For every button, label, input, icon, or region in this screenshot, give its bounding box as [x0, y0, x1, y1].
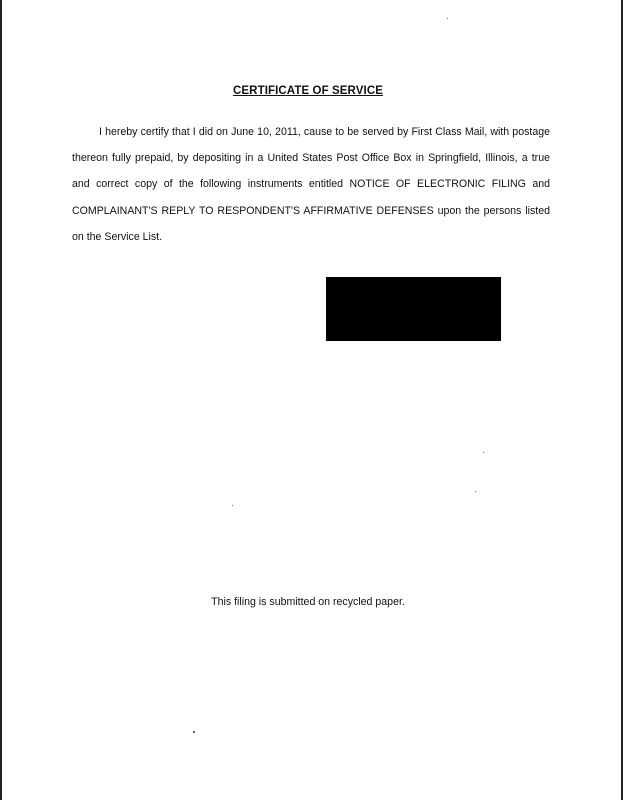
certificate-paragraph: I hereby certify that I did on June 10, 2011, cause to be served by First Class Mail, with postage thereon fully prepaid, by depositing in a United States Post Office Box in Springfield, Illinois, a true and correct copy of the following instruments entitled NOTICE OF ELECTRONIC FILING and COMPLAINANT'S REPLY TO RESPONDENT'S AFFIRMATIVE DEFENSES upon the persons listed on the Service List.	[72, 126, 550, 243]
recycled-paper-note: This filing is submitted on recycled paper.	[211, 596, 405, 608]
scan-speck	[232, 505, 233, 506]
scan-left-edge	[0, 0, 2, 800]
scan-speck	[447, 18, 448, 19]
scan-speck	[475, 491, 476, 492]
document-title: CERTIFICATE OF SERVICE	[232, 85, 383, 97]
scan-speck	[483, 452, 484, 453]
scan-right-edge	[621, 0, 623, 800]
scan-speck	[193, 731, 195, 733]
redacted-signature-block	[326, 277, 501, 341]
